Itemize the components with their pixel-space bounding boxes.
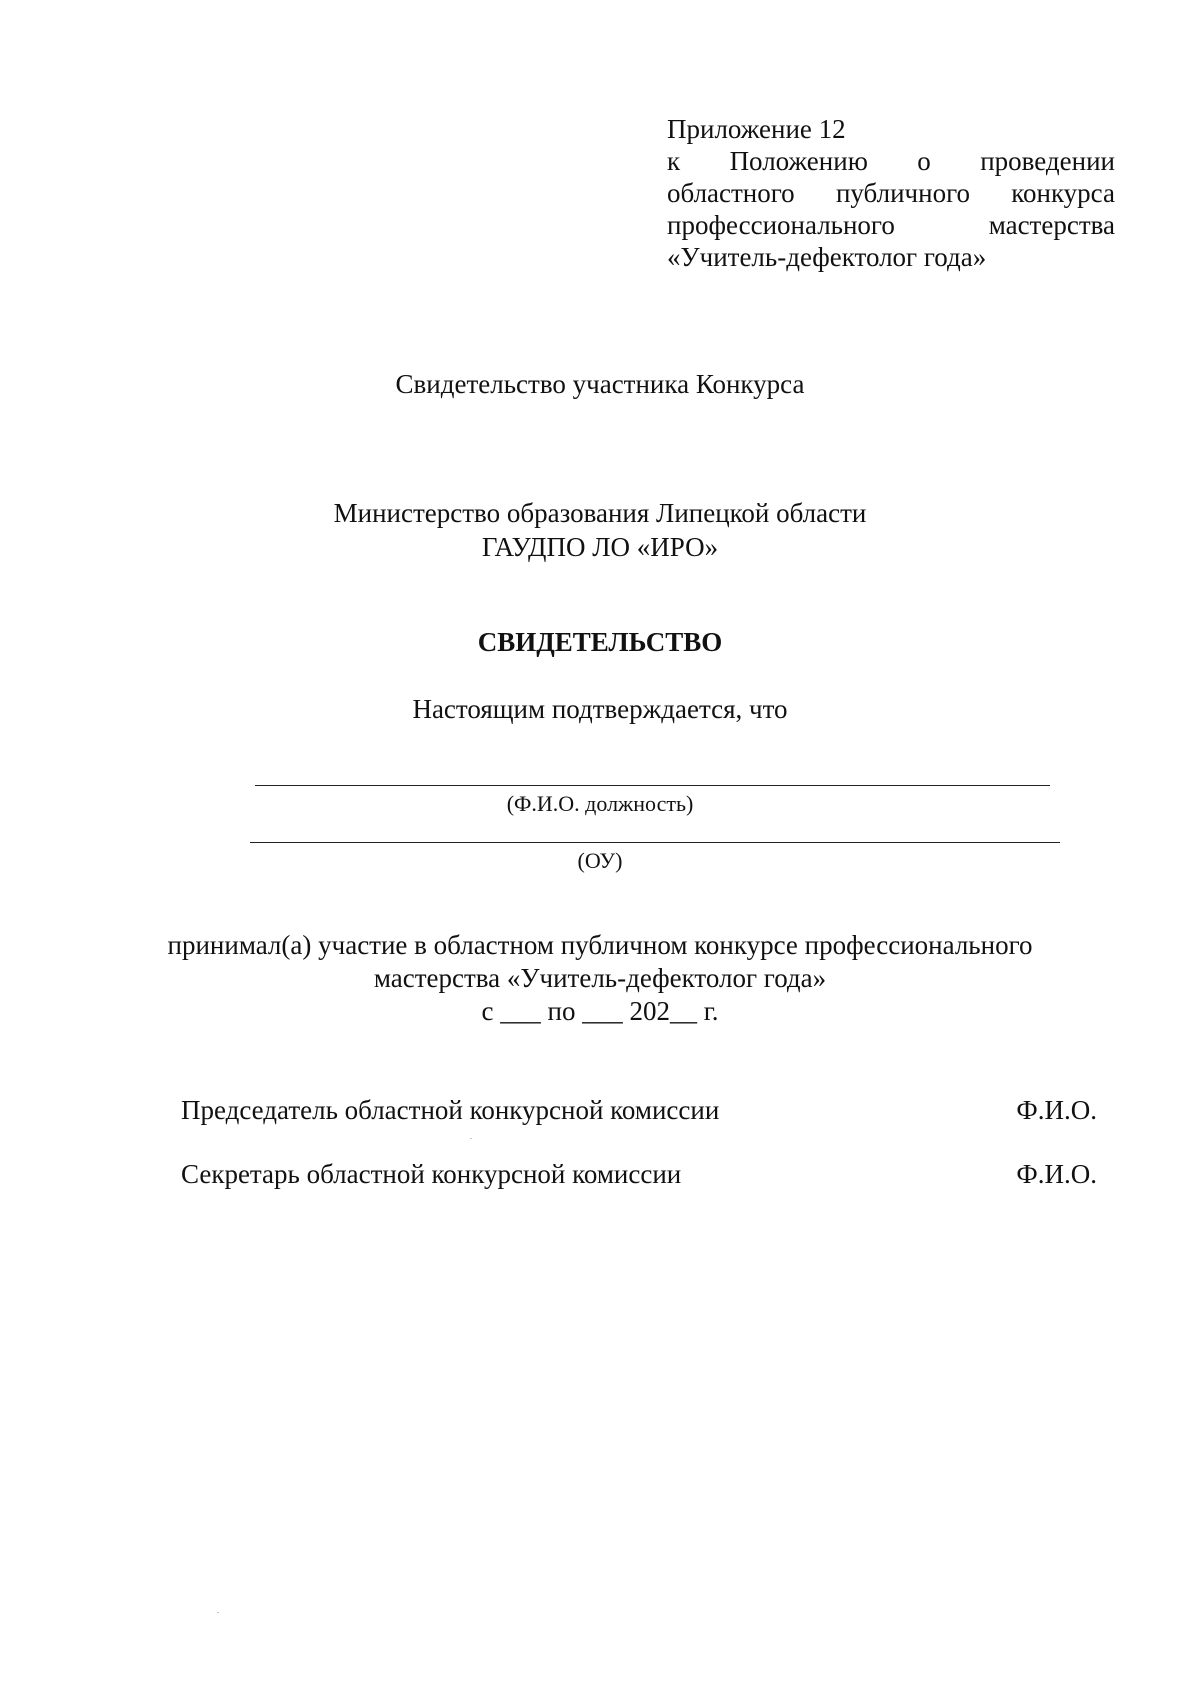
chairman-name: Ф.И.О. [1016,1095,1097,1125]
participation-text-line-1: принимал(а) участие в областном публичном конкурсе профессионального [167,930,1033,960]
organization-line [250,842,1060,843]
certificate-intro: Настоящим подтверждается, что [412,694,788,724]
scan-speck [470,1138,472,1139]
participation-dates: с ___ по ___ 202__ г. [481,996,719,1026]
institute-name: ГАУДПО ЛО «ИРО» [481,532,719,562]
chairman-role: Председатель областной конкурсной комиссии [181,1095,720,1125]
appendix-word: проведении [980,146,1115,176]
appendix-line-2 [667,145,1115,177]
scan-speck [217,1612,219,1613]
document-heading: Свидетельство участника Конкурса [395,369,805,399]
appendix-word: областного [667,178,795,208]
secretary-name: Ф.И.О. [1016,1159,1097,1189]
appendix-reference [667,113,1115,273]
appendix-word: к [667,146,681,176]
chairman-signature-row [181,1093,1097,1127]
participation-text-line-2: мастерства «Учитель-дефектолог года» [373,963,827,993]
appendix-word: о [917,146,931,176]
secretary-role: Секретарь областной конкурсной комиссии [181,1159,682,1189]
appendix-line-4 [667,209,1115,241]
organization-caption: (ОУ) [577,848,623,873]
appendix-contest-name: «Учитель-дефектолог года» [667,242,987,272]
appendix-word: конкурса [1011,178,1115,208]
appendix-number: Приложение 12 [667,114,846,144]
name-position-line [255,785,1050,786]
appendix-word: мастерства [988,210,1115,240]
certificate-title: СВИДЕТЕЛЬСТВО [477,627,723,657]
appendix-word: Положению [729,146,868,176]
appendix-word: профессионального [667,210,895,240]
appendix-line-3 [667,177,1115,209]
name-position-caption: (Ф.И.О. должность) [506,791,694,816]
secretary-signature-row [181,1157,1097,1191]
ministry-name: Министерство образования Липецкой области [333,498,867,528]
appendix-word: публичного [835,178,970,208]
